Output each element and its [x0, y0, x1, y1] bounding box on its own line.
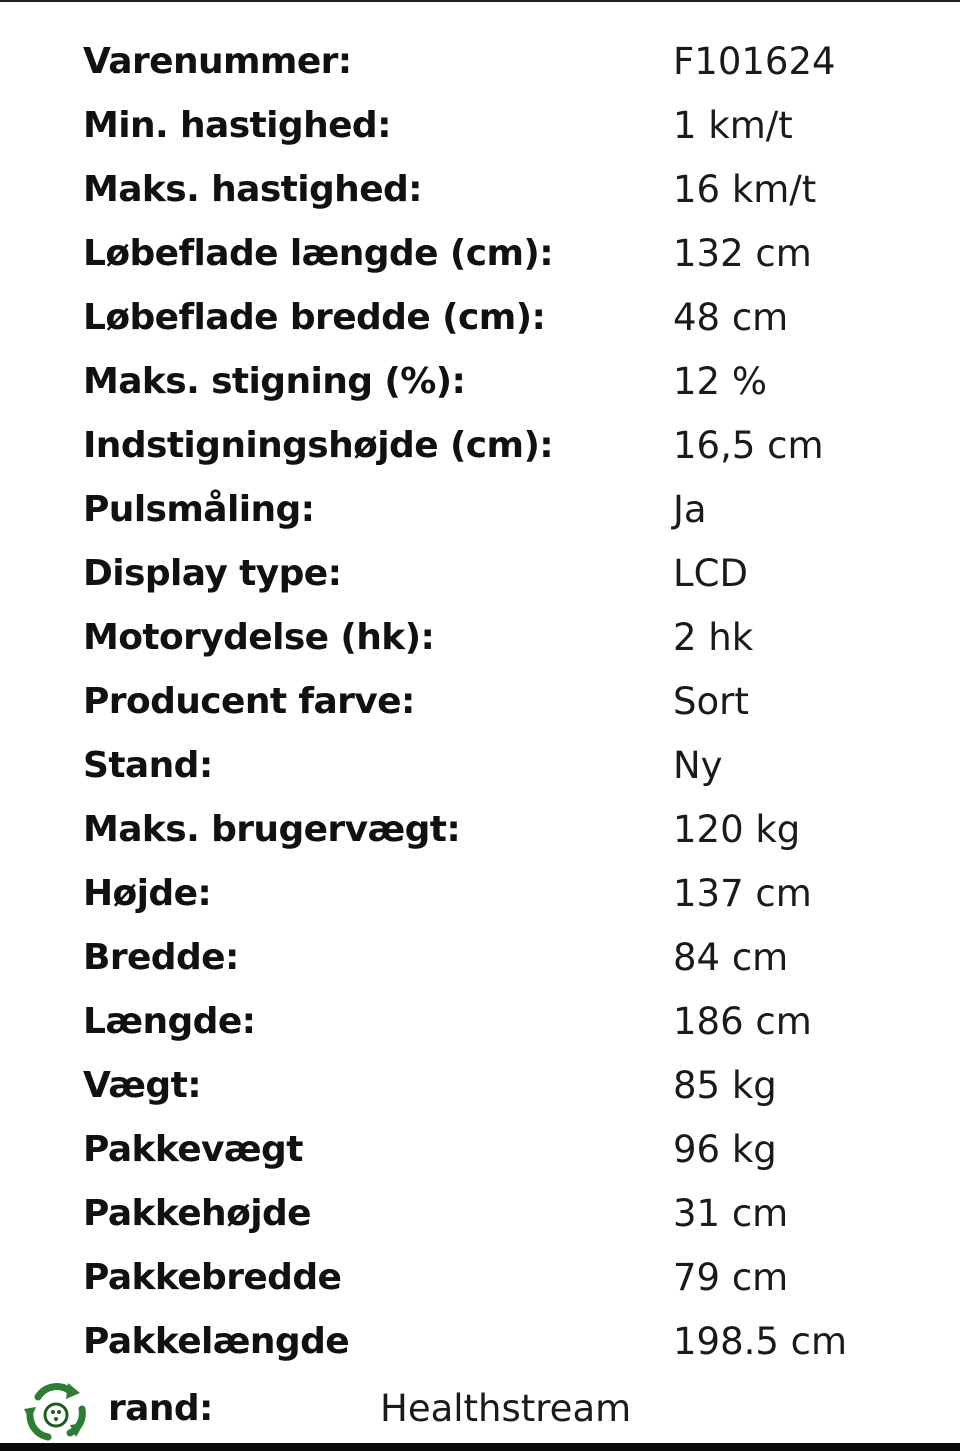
spec-row — [0, 1246, 960, 1310]
spec-row — [0, 94, 960, 158]
spec-label: Display type: — [83, 553, 342, 594]
spec-value: Ja — [673, 488, 707, 531]
spec-label: Pakkevægt — [83, 1129, 303, 1170]
spec-value: Ny — [673, 744, 723, 787]
spec-row — [0, 478, 960, 542]
spec-row — [0, 990, 960, 1054]
spec-label: Længde: — [83, 1001, 256, 1042]
spec-row — [0, 798, 960, 862]
spec-label: Løbeflade bredde (cm): — [83, 297, 546, 338]
brand-row — [0, 1375, 960, 1441]
spec-label: Maks. stigning (%): — [83, 361, 466, 402]
spec-row — [0, 1118, 960, 1182]
spec-list — [0, 30, 960, 1374]
spec-value: 132 cm — [673, 232, 812, 275]
spec-label: Producent farve: — [83, 681, 415, 722]
spec-row — [0, 606, 960, 670]
spec-label: Indstigningshøjde (cm): — [83, 425, 554, 466]
spec-row — [0, 862, 960, 926]
spec-value: 16,5 cm — [673, 424, 824, 467]
spec-row — [0, 222, 960, 286]
spec-label: Pakkebredde — [83, 1257, 342, 1298]
spec-label: Vægt: — [83, 1065, 201, 1106]
spec-label: Bredde: — [83, 937, 239, 978]
spec-row — [0, 286, 960, 350]
spec-row — [0, 1310, 960, 1374]
spec-row — [0, 158, 960, 222]
spec-label: Maks. hastighed: — [83, 169, 422, 210]
spec-value: 12 % — [673, 360, 767, 403]
spec-value: F101624 — [673, 40, 836, 83]
spec-label: Min. hastighed: — [83, 105, 391, 146]
spec-value: 137 cm — [673, 872, 812, 915]
spec-row — [0, 1182, 960, 1246]
spec-label: Pakkelængde — [83, 1321, 350, 1362]
spec-value: 96 kg — [673, 1128, 777, 1171]
spec-value: 85 kg — [673, 1064, 777, 1107]
spec-row — [0, 30, 960, 94]
spec-value: 1 km/t — [673, 104, 793, 147]
spec-label: Pakkehøjde — [83, 1193, 311, 1234]
spec-value: 31 cm — [673, 1192, 789, 1235]
spec-value: 2 hk — [673, 616, 754, 659]
spec-label: Højde: — [83, 873, 212, 914]
spec-value: 120 kg — [673, 808, 801, 851]
spec-label: Løbeflade længde (cm): — [83, 233, 554, 274]
spec-row — [0, 734, 960, 798]
spec-value: 186 cm — [673, 1000, 812, 1043]
spec-label: Motorydelse (hk): — [83, 617, 435, 658]
spec-value: 79 cm — [673, 1256, 789, 1299]
spec-value: LCD — [673, 552, 748, 595]
spec-label: Stand: — [83, 745, 213, 786]
spec-value: 198.5 cm — [673, 1320, 848, 1363]
spec-row — [0, 542, 960, 606]
spec-value: 16 km/t — [673, 168, 817, 211]
brand-value: Healthstream — [380, 1387, 632, 1430]
spec-label: Pulsmåling: — [83, 489, 315, 530]
bottom-border — [0, 1443, 960, 1451]
brand-label: rand: — [108, 1388, 213, 1429]
spec-row — [0, 670, 960, 734]
spec-value: Sort — [673, 680, 749, 723]
spec-value: 48 cm — [673, 296, 789, 339]
spec-row — [0, 926, 960, 990]
spec-row — [0, 1054, 960, 1118]
spec-row — [0, 414, 960, 478]
top-border — [0, 0, 960, 2]
spec-label: Maks. brugervægt: — [83, 809, 461, 850]
spec-value: 84 cm — [673, 936, 789, 979]
spec-row — [0, 350, 960, 414]
spec-label: Varenummer: — [83, 41, 352, 82]
green-recycle-icon — [18, 1379, 94, 1441]
